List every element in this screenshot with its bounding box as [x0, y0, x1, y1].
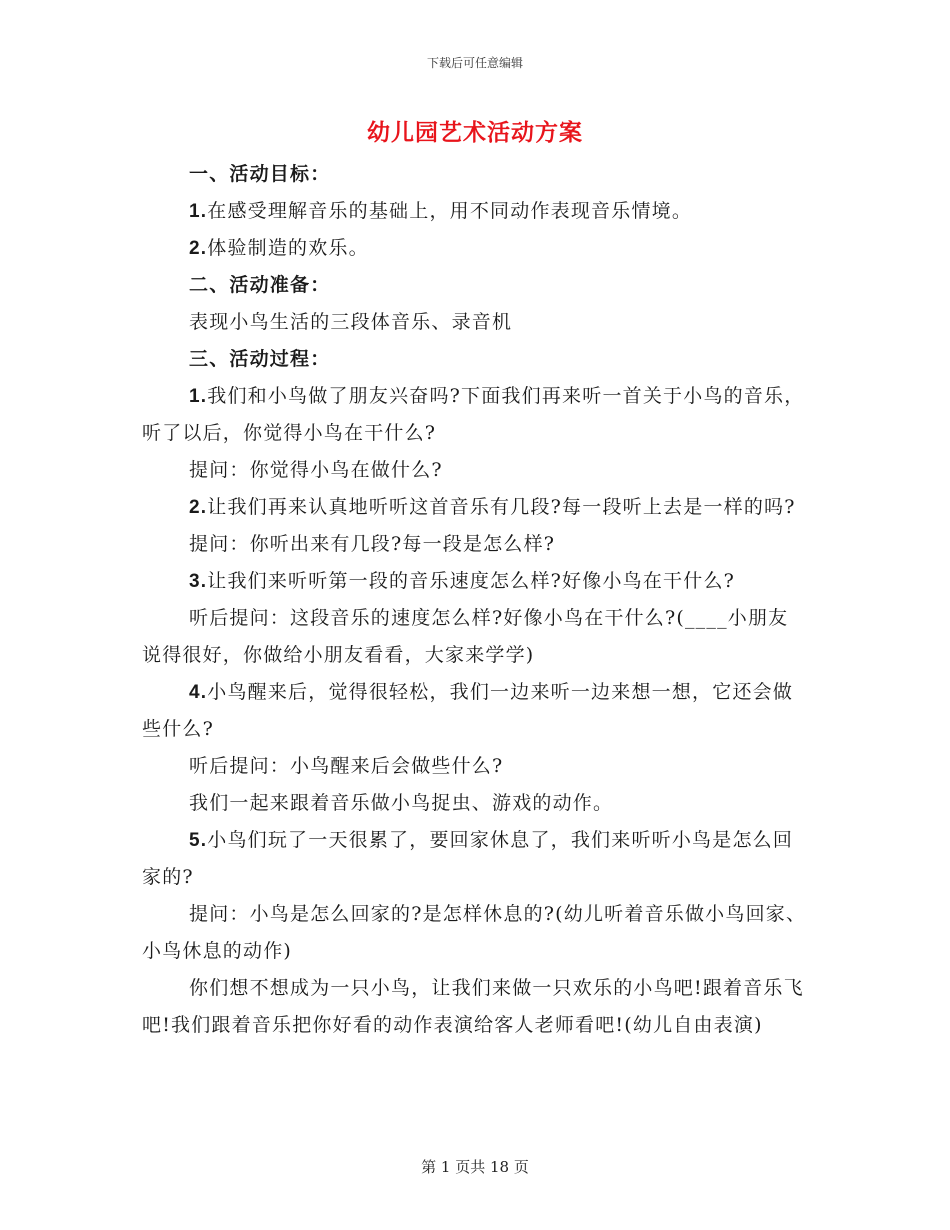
paragraph — [142, 822, 808, 896]
paragraph — [142, 230, 808, 267]
paragraph-text: 小鸟们玩了一天很累了，要回家休息了，我们来听听小鸟是怎么回家的? — [142, 829, 794, 888]
item-number: 1. — [189, 201, 208, 222]
paragraph-text: 让我们来听听第一段的音乐速度怎么样?好像小鸟在干什么? — [207, 570, 736, 592]
paragraph-text: 我们和小鸟做了朋友兴奋吗?下面我们再来听一首关于小鸟的音乐，听了以后，你觉得小鸟在干什么? — [142, 385, 805, 444]
paragraph-text: 体验制造的欢乐。 — [207, 237, 369, 259]
paragraph: 提问：你觉得小鸟在做什么? — [189, 459, 443, 481]
page-footer: 第 1 页共 18 页 — [421, 1158, 529, 1176]
paragraph — [142, 378, 808, 452]
item-number: 5. — [189, 830, 208, 851]
paragraph-text: 在感受理解音乐的基础上，用不同动作表现音乐情境。 — [207, 200, 693, 222]
header-note: 下载后可任意编辑 — [426, 56, 523, 70]
paragraph: 提问：你听出来有几段?每一段是怎么样? — [189, 533, 556, 555]
document-body — [142, 156, 808, 1044]
paragraph: 你们想不想成为一只小鸟，让我们来做一只欢乐的小鸟吧!跟着音乐飞吧!我们跟着音乐把你好看的动作表演给客人老师看吧!(幼儿自由表演) — [142, 977, 804, 1036]
paragraph — [142, 489, 808, 526]
paragraph: 表现小鸟生活的三段体音乐、录音机 — [189, 311, 513, 333]
paragraph — [142, 563, 808, 600]
item-number: 3. — [189, 571, 208, 592]
document-title: 幼儿园艺术活动方案 — [367, 119, 583, 146]
item-number: 1. — [189, 386, 208, 407]
item-number: 4. — [189, 682, 208, 703]
section-heading-process: 三、活动过程： — [189, 348, 331, 370]
paragraph: 听后提问：这段音乐的速度怎么样?好像小鸟在干什么?(____小朋友说得很好，你做给小朋友看看，大家来学学) — [142, 607, 789, 666]
paragraph: 听后提问：小鸟醒来后会做些什么? — [189, 755, 504, 777]
paragraph — [142, 193, 808, 230]
paragraph — [142, 674, 808, 748]
item-number: 2. — [189, 238, 208, 259]
paragraph: 提问：小鸟是怎么回家的?是怎样休息的?(幼儿听着音乐做小鸟回家、小鸟休息的动作) — [142, 903, 807, 962]
paragraph: 我们一起来跟着音乐做小鸟捉虫、游戏的动作。 — [189, 792, 614, 814]
paragraph-text: 小鸟醒来后，觉得很轻松，我们一边来听一边来想一想，它还会做些什么? — [142, 681, 794, 740]
section-heading-goals: 一、活动目标： — [189, 163, 331, 185]
item-number: 2. — [189, 497, 208, 518]
paragraph-text: 让我们再来认真地听听这首音乐有几段?每一段听上去是一样的吗? — [207, 496, 796, 518]
section-heading-preparation: 二、活动准备： — [189, 274, 331, 296]
